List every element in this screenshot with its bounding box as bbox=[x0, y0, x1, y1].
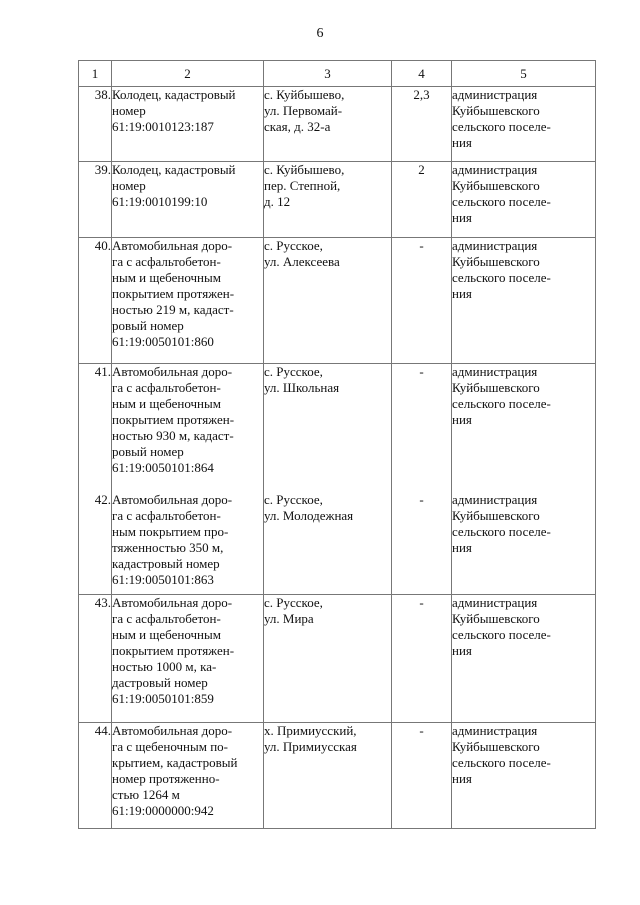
object-description: Автомобильная доро- га с асфальтобетон- ным и щебеночным покрытием протяжен- ностью 930 м, кадаст- ровый номер 61:19:0050101:864 Автомобильная доро- га с асфальтобетон- ным покрытием про- тяженностью 350 м, кадастровый номер 61:19:0050101:863 bbox=[112, 364, 264, 595]
object-address: с. Куйбышево, пер. Степной, д. 12 bbox=[264, 162, 392, 238]
object-quantity: - bbox=[392, 238, 452, 364]
object-description: Колодец, кадастровый номер 61:19:0010199:10 bbox=[112, 162, 264, 238]
object-address: с. Русское, ул. Мира bbox=[264, 595, 392, 723]
column-header: 3 bbox=[264, 61, 392, 87]
table-row bbox=[79, 87, 596, 162]
object-owner: администрация Куйбышевского сельского поселе- ния bbox=[452, 162, 596, 238]
object-quantity: - - bbox=[392, 364, 452, 595]
column-header: 5 bbox=[452, 61, 596, 87]
property-table bbox=[78, 60, 596, 829]
table-row bbox=[79, 162, 596, 238]
object-quantity: 2,3 bbox=[392, 87, 452, 162]
object-owner: администрация Куйбышевского сельского поселе- ния bbox=[452, 723, 596, 829]
object-description: Автомобильная доро- га с асфальтобетон- ным и щебеночным покрытием протяжен- ностью 1000 м, ка- дастровый номер 61:19:0050101:859 bbox=[112, 595, 264, 723]
row-number: 43. bbox=[79, 595, 112, 723]
table-row bbox=[79, 595, 596, 723]
page-number: 6 bbox=[316, 26, 324, 41]
object-owner: администрация Куйбышевского сельского поселе- ния bbox=[452, 595, 596, 723]
object-quantity: 2 bbox=[392, 162, 452, 238]
object-address: с. Русское, ул. Школьная с. Русское, ул. Молодежная bbox=[264, 364, 392, 595]
object-address: с. Русское, ул. Алексеева bbox=[264, 238, 392, 364]
table-row bbox=[79, 238, 596, 364]
row-number: 41. 42. bbox=[79, 364, 112, 595]
object-owner: администрация Куйбышевского сельского поселе- ния администрация Куйбышевского сельского поселе- ния bbox=[452, 364, 596, 595]
object-owner: администрация Куйбышевского сельского поселе- ния bbox=[452, 87, 596, 162]
object-quantity: - bbox=[392, 723, 452, 829]
object-owner: администрация Куйбышевского сельского поселе- ния bbox=[452, 238, 596, 364]
object-description: Колодец, кадастровый номер 61:19:0010123:187 bbox=[112, 87, 264, 162]
object-description: Автомобильная доро- га с асфальтобетон- ным и щебеночным покрытием протяжен- ностью 219 м, кадаст- ровый номер 61:19:0050101:860 bbox=[112, 238, 264, 364]
object-quantity: - bbox=[392, 595, 452, 723]
row-number: 40. bbox=[79, 238, 112, 364]
object-address: с. Куйбышево, ул. Первомай- ская, д. 32-а bbox=[264, 87, 392, 162]
table-row bbox=[79, 723, 596, 829]
column-header: 4 bbox=[392, 61, 452, 87]
row-number: 44. bbox=[79, 723, 112, 829]
row-number: 39. bbox=[79, 162, 112, 238]
table-row bbox=[79, 364, 596, 595]
object-description: Автомобильная доро- га с щебеночным по- крытием, кадастровый номер протяженно- стью 1264 м 61:19:0000000:942 bbox=[112, 723, 264, 829]
table-header-row bbox=[79, 61, 596, 87]
row-number: 38. bbox=[79, 87, 112, 162]
column-header: 1 bbox=[79, 61, 112, 87]
column-header: 2 bbox=[112, 61, 264, 87]
object-address: х. Примиусский, ул. Примиусская bbox=[264, 723, 392, 829]
